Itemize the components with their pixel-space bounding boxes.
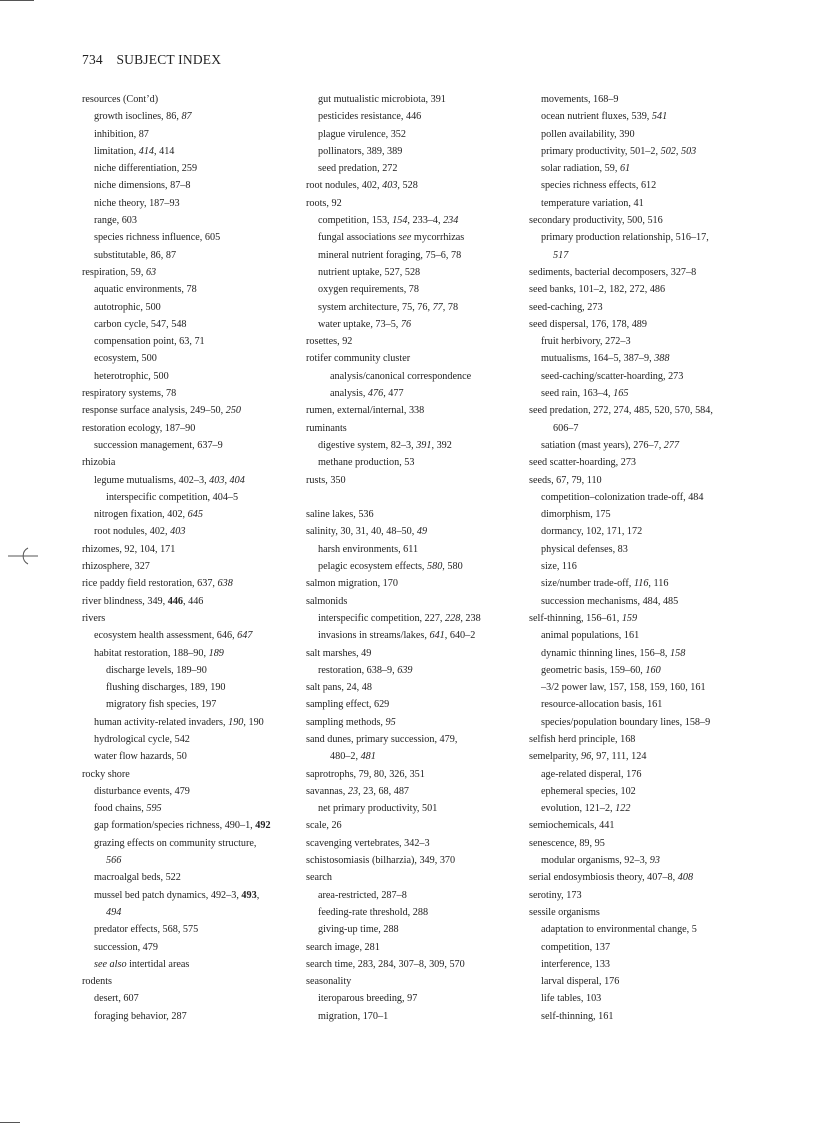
- index-subentry: age-related disperal, 176: [541, 768, 642, 780]
- index-column-1: [82, 91, 312, 1025]
- index-subentry: competition–colonization trade-off, 484: [541, 491, 704, 503]
- index-subentry: pollen availability, 390: [541, 128, 635, 140]
- index-subentry: habitat restoration, 188–90, 189: [94, 647, 224, 659]
- index-subentry: carbon cycle, 547, 548: [94, 318, 187, 330]
- page-number: 734: [82, 52, 103, 67]
- index-subentry: oxygen requirements, 78: [318, 284, 419, 296]
- index-subentry: feeding-rate threshold, 288: [318, 906, 429, 918]
- index-entry: saprotrophs, 79, 80, 326, 351: [306, 768, 425, 780]
- index-subentry: analysis, 476, 477: [330, 388, 404, 400]
- index-subentry: nitrogen fixation, 402, 645: [94, 509, 203, 521]
- index-subentry: –3/2 power law, 157, 158, 159, 160, 161: [541, 682, 706, 694]
- index-subentry: migration, 170–1: [318, 1010, 389, 1022]
- index-subentry: solar radiation, 59, 61: [541, 163, 631, 175]
- index-subentry: interference, 133: [541, 958, 611, 970]
- index-subentry: adaptation to environmental change, 5: [541, 924, 697, 936]
- index-subentry: physical defenses, 83: [541, 543, 628, 555]
- index-subentry: species/population boundary lines, 158–9: [541, 716, 711, 728]
- index-subentry: net primary productivity, 501: [318, 803, 438, 815]
- index-subentry: predator effects, 568, 575: [94, 924, 199, 936]
- index-subentry: pelagic ecosystem effects, 580, 580: [318, 561, 463, 573]
- index-subentry: interspecific competition, 227, 228, 238: [318, 612, 481, 624]
- index-subentry: seed-caching/scatter-hoarding, 273: [541, 370, 684, 382]
- index-entry: semiochemicals, 441: [529, 820, 615, 832]
- index-subentry: hydrological cycle, 542: [94, 733, 190, 745]
- index-subentry: flushing discharges, 189, 190: [106, 682, 226, 694]
- index-entry: roots, 92: [306, 197, 342, 209]
- index-entry: serotiny, 173: [529, 889, 582, 901]
- index-entry: salmonids: [306, 595, 348, 607]
- index-subentry: root nodules, 402, 403: [94, 526, 186, 538]
- index-entry: salinity, 30, 31, 40, 48–50, 49: [306, 526, 428, 538]
- index-subentry: primary productivity, 501–2, 502, 503: [541, 145, 697, 157]
- index-subentry: satiation (mast years), 276–7, 277: [541, 439, 680, 451]
- index-subentry: 606–7: [553, 422, 579, 434]
- index-entry: salmon migration, 170: [306, 578, 398, 590]
- index-entry: rhizomes, 92, 104, 171: [82, 543, 176, 555]
- index-subentry: ecosystem health assessment, 646, 647: [94, 630, 253, 642]
- index-entry: self-thinning, 156–61, 159: [529, 612, 638, 624]
- index-subentry: dormancy, 102, 171, 172: [541, 526, 643, 538]
- index-entry: response surface analysis, 249–50, 250: [82, 405, 242, 417]
- index-subentry: desert, 607: [94, 993, 139, 1005]
- index-entry: rhizosphere, 327: [82, 561, 150, 573]
- index-entry: seed banks, 101–2, 182, 272, 486: [529, 284, 666, 296]
- index-subentry: compensation point, 63, 71: [94, 336, 205, 348]
- index-entry: ruminants: [306, 422, 347, 434]
- index-entry: seasonality: [306, 976, 352, 988]
- index-subentry: 494: [106, 906, 122, 918]
- index-subentry: range, 603: [94, 215, 137, 227]
- index-entry: seed-caching, 273: [529, 301, 603, 313]
- index-entry: saline lakes, 536: [306, 509, 374, 521]
- index-subentry: 566: [106, 855, 122, 867]
- index-entry: salt pans, 24, 48: [306, 682, 372, 694]
- index-subentry: food chains, 595: [94, 803, 162, 815]
- index-entry: scale, 26: [306, 820, 342, 832]
- index-entry: seeds, 67, 79, 110: [529, 474, 602, 486]
- index-subentry: size, 116: [541, 561, 577, 573]
- index-subentry: ocean nutrient fluxes, 539, 541: [541, 111, 668, 123]
- index-subentry: grazing effects on community structure,: [94, 837, 257, 849]
- index-entry: rumen, external/internal, 338: [306, 405, 425, 417]
- index-subentry: macroalgal beds, 522: [94, 872, 181, 884]
- index-subentry: restoration, 638–9, 639: [318, 664, 413, 676]
- index-subentry: 517: [553, 249, 569, 261]
- index-subentry: ephemeral species, 102: [541, 785, 636, 797]
- index-entry: sessile organisms: [529, 906, 600, 918]
- index-subentry: digestive system, 82–3, 391, 392: [318, 439, 452, 451]
- index-subentry: modular organisms, 92–3, 93: [541, 855, 660, 867]
- index-subentry: seed predation, 272: [318, 163, 398, 175]
- index-subentry: substitutable, 86, 87: [94, 249, 177, 261]
- index-subentry: niche dimensions, 87–8: [94, 180, 191, 192]
- index-entry: respiration, 59, 63: [82, 266, 157, 278]
- index-entry: rodents: [82, 976, 112, 988]
- index-subentry: harsh environments, 611: [318, 543, 419, 555]
- running-title: SUBJECT INDEX: [116, 52, 222, 67]
- index-column-3: [529, 91, 759, 1025]
- running-header: [82, 52, 221, 68]
- index-subentry: niche theory, 187–93: [94, 197, 180, 209]
- index-subentry: iteroparous breeding, 97: [318, 993, 418, 1005]
- index-subentry: plague virulence, 352: [318, 128, 406, 140]
- index-entry: semelparity, 96, 97, 111, 124: [529, 751, 647, 763]
- index-subentry: species richness influence, 605: [94, 232, 221, 244]
- index-subentry: self-thinning, 161: [541, 1010, 614, 1022]
- index-entry: river blindness, 349, 446, 446: [82, 595, 204, 607]
- index-entry: search image, 281: [306, 941, 380, 953]
- index-subentry: succession, 479: [94, 941, 158, 953]
- index-subentry: dimorphism, 175: [541, 509, 611, 521]
- index-entry: serial endosymbiosis theory, 407–8, 408: [529, 872, 694, 884]
- index-entry: rotifer community cluster: [306, 353, 411, 365]
- index-entry: secondary productivity, 500, 516: [529, 215, 663, 227]
- index-subentry: size/number trade-off, 116, 116: [541, 578, 669, 590]
- registration-mark-icon: [8, 544, 38, 568]
- index-subentry: water flow hazards, 50: [94, 751, 187, 763]
- index-subentry: animal populations, 161: [541, 630, 640, 642]
- index-subentry: methane production, 53: [318, 457, 415, 469]
- index-subentry: discharge levels, 189–90: [106, 664, 207, 676]
- index-subentry: water uptake, 73–5, 76: [318, 318, 412, 330]
- index-subentry: nutrient uptake, 527, 528: [318, 266, 421, 278]
- index-subentry: foraging behavior, 287: [94, 1010, 187, 1022]
- index-subentry: life tables, 103: [541, 993, 602, 1005]
- index-entry: sampling effect, 629: [306, 699, 390, 711]
- index-entry: selfish herd principle, 168: [529, 733, 636, 745]
- index-subentry: heterotrophic, 500: [94, 370, 169, 382]
- crop-mark: [0, 0, 34, 1]
- index-subentry: evolution, 121–2, 122: [541, 803, 631, 815]
- index-subentry: autotrophic, 500: [94, 301, 161, 313]
- index-subentry: gut mutualistic microbiota, 391: [318, 94, 446, 105]
- index-subentry: competition, 137: [541, 941, 611, 953]
- index-subentry: human activity-related invaders, 190, 190: [94, 716, 264, 728]
- index-entry: restoration ecology, 187–90: [82, 422, 196, 434]
- index-subentry: mineral nutrient foraging, 75–6, 78: [318, 249, 462, 261]
- index-subentry: dynamic thinning lines, 156–8, 158: [541, 647, 686, 659]
- index-entry: savannas, 23, 23, 68, 487: [306, 785, 409, 797]
- index-entry: salt marshes, 49: [306, 647, 372, 659]
- index-entry: search time, 283, 284, 307–8, 309, 570: [306, 958, 465, 970]
- index-subentry: gap formation/species richness, 490–1, 492: [94, 820, 271, 832]
- index-subentry: growth isoclines, 86, 87: [94, 111, 192, 123]
- index-subentry: invasions in streams/lakes, 641, 640–2: [318, 630, 476, 642]
- index-subentry: mussel bed patch dynamics, 492–3, 493,: [94, 889, 260, 901]
- index-subentry: succession mechanisms, 484, 485: [541, 595, 679, 607]
- index-subentry: primary production relationship, 516–17,: [541, 232, 709, 244]
- index-subentry: succession management, 637–9: [94, 439, 223, 451]
- index-subentry: fruit herbivory, 272–3: [541, 336, 631, 348]
- index-entry: seed predation, 272, 274, 485, 520, 570, 584,: [529, 405, 713, 417]
- index-entry: search: [306, 872, 333, 884]
- index-subentry: competition, 153, 154, 233–4, 234: [318, 215, 459, 227]
- index-subentry: pollinators, 389, 389: [318, 145, 403, 157]
- index-subentry: see also intertidal areas: [94, 958, 190, 970]
- index-subentry: giving-up time, 288: [318, 924, 399, 936]
- index-entry: sediments, bacterial decomposers, 327–8: [529, 266, 697, 278]
- index-entry: root nodules, 402, 403, 528: [306, 180, 418, 192]
- index-subentry: temperature variation, 41: [541, 197, 644, 209]
- index-subentry: system architecture, 75, 76, 77, 78: [318, 301, 459, 313]
- index-entry: rusts, 350: [306, 474, 346, 486]
- index-entry: scavenging vertebrates, 342–3: [306, 837, 430, 849]
- index-entry: schistosomiasis (bilharzia), 349, 370: [306, 855, 456, 867]
- index-subentry: aquatic environments, 78: [94, 284, 197, 296]
- index-subentry: pesticides resistance, 446: [318, 111, 422, 123]
- index-subentry: inhibition, 87: [94, 128, 149, 140]
- index-subentry: legume mutualisms, 402–3, 403, 404: [94, 474, 245, 486]
- index-entry: resources (Cont’d): [82, 94, 159, 105]
- index-entry: seed scatter-hoarding, 273: [529, 457, 637, 469]
- index-subentry: movements, 168–9: [541, 94, 619, 105]
- index-subentry: disturbance events, 479: [94, 785, 190, 797]
- index-entry: sampling methods, 95: [306, 716, 396, 728]
- index-entry: rosettes, 92: [306, 336, 353, 348]
- index-subentry: area-restricted, 287–8: [318, 889, 407, 901]
- index-entry: seed dispersal, 176, 178, 489: [529, 318, 647, 330]
- index-subentry: larval disperal, 176: [541, 976, 620, 988]
- index-entry: sand dunes, primary succession, 479,: [306, 733, 458, 745]
- index-entry: respiratory systems, 78: [82, 388, 177, 400]
- index-entry: rhizobia: [82, 457, 116, 469]
- index-subentry: geometric basis, 159–60, 160: [541, 664, 661, 676]
- index-subentry: niche differentiation, 259: [94, 163, 198, 175]
- index-entry: rocky shore: [82, 768, 130, 780]
- index-column-2: [306, 91, 536, 1025]
- index-subentry: interspecific competition, 404–5: [106, 491, 239, 503]
- index-subentry: 480–2, 481: [330, 751, 376, 763]
- index-subentry: ecosystem, 500: [94, 353, 157, 365]
- index-subentry: resource-allocation basis, 161: [541, 699, 663, 711]
- index-entry: rice paddy field restoration, 637, 638: [82, 578, 233, 590]
- index-subentry: limitation, 414, 414: [94, 145, 175, 157]
- index-subentry: fungal associations see mycorrhizas: [318, 232, 465, 244]
- index-entry: rivers: [82, 612, 106, 624]
- letter-gap: [306, 489, 536, 506]
- index-subentry: migratory fish species, 197: [106, 699, 217, 711]
- index-subentry: species richness effects, 612: [541, 180, 657, 192]
- index-subentry: analysis/canonical correspondence: [330, 370, 472, 382]
- index-subentry: mutualisms, 164–5, 387–9, 388: [541, 353, 670, 365]
- index-subentry: seed rain, 163–4, 165: [541, 388, 629, 400]
- index-entry: senescence, 89, 95: [529, 837, 605, 849]
